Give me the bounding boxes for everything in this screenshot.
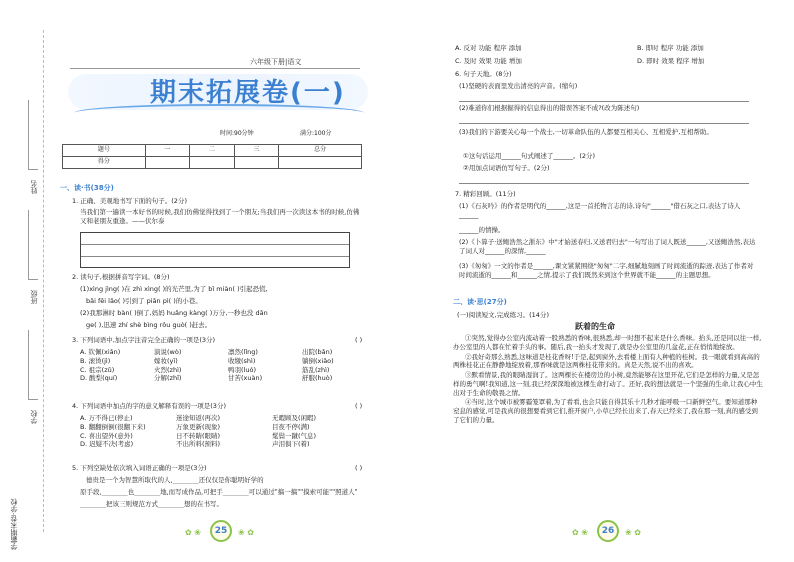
question-7-item: (3)《匆匆》一文的作者是______,课文紧紧围绕"匆匆"二字,细腻地刻画了时间流逝的踪迹,表达了作者对时间流逝的______和______之情,提示了我们既然来到这个世界就不能______的主题思想。 xyxy=(459,262,754,279)
table-cell: 三 xyxy=(234,145,279,157)
score-cell[interactable] xyxy=(234,157,279,169)
flower-icon: ✿ ❀ xyxy=(185,528,201,537)
school-label: 学校 xyxy=(30,410,38,424)
option-item: 迷途知返(再次) xyxy=(176,414,221,422)
question-6-item: (1)坚硬的表面里发出清亮的声音。(缩句) xyxy=(459,82,578,90)
score-table-header xyxy=(63,145,362,157)
option-item: A. 钦佩(xiǎn) xyxy=(80,348,121,356)
full-score-label: 满分:100分 xyxy=(300,130,332,137)
question-5-line: 德贵是一个为智慧所取代的人,________还仅仅是你聪明好学的 xyxy=(86,476,264,484)
question-2: 2. 读句子,根据拼音写字词。(8分) xyxy=(72,273,170,281)
answer-paren[interactable]: ( ) xyxy=(355,402,363,410)
question-2-line: (2)我那淋时 bàn( )倒了,妈妈 huǎng kàng( )万分,一秒也没 dān xyxy=(80,309,268,317)
question-7-item: (1)《石灰吟》的作者是明代的______,这是一首托物言志的诗,诗句"______"借石灰之口,表达了诗人______ xyxy=(459,202,741,219)
question-6-item: (3)我们的下游要关心每一个战士,一切革命队伍的人都要互相关心、互相爱护,互相帮助。 xyxy=(459,128,713,136)
option-item: 嫁妆(yī) xyxy=(154,356,178,365)
question-4: 4. 下列词语中加点的字的意义解释有误的一项是(3分) xyxy=(72,402,226,410)
header-rule xyxy=(70,68,360,69)
question-1: 1. 正确、美观地书写下面的句子。(2分) xyxy=(72,197,187,205)
article-body xyxy=(453,334,763,426)
score-table-row xyxy=(63,157,362,169)
option-item: 收缴(shì) xyxy=(228,356,256,365)
table-cell: 题号 xyxy=(63,145,146,157)
option-item: 筋乱(zhì) xyxy=(302,365,330,374)
answer-line[interactable] xyxy=(459,116,749,124)
class-label: 班级 xyxy=(30,290,38,304)
article-paragraph: ①突然,觉得办公室内流动着一股熟悉的香味,很熟悉,却一时想不起来是什么香味。抬头,还是同以往一样,办公室里的人都在忙着手头的事。随后,我一抬头才发现了,就是办公室里的几盆花,正在悄悄地绽放。 xyxy=(453,334,762,351)
reading-instruction: (一)阅读短文,完成练习。(14分) xyxy=(457,311,549,319)
option-c: C. 及时 效果 功能 增加 xyxy=(455,57,522,65)
option-item: 火烈(zhì) xyxy=(154,365,182,374)
option-item: B. 滚烫(jì) xyxy=(80,356,111,365)
table-cell: 二 xyxy=(190,145,235,157)
option-item: 不出所料(预料) xyxy=(176,440,221,449)
writing-box[interactable] xyxy=(80,232,350,268)
page-number: 25 xyxy=(210,520,232,542)
question-6-sub: ①这句话运用______句式阐述了______。(2分) xyxy=(463,152,596,160)
name-field[interactable] xyxy=(28,100,38,170)
answer-paren[interactable]: ( ) xyxy=(355,336,363,344)
option-b: B. 即时 程序 功能 添加 xyxy=(637,44,704,52)
option-item: 万象更新(现象) xyxy=(176,422,221,431)
question-2-line: ge( ),迅速 zhí shè bìng rǒu guò( )赶去。 xyxy=(86,321,212,329)
option-item: A. 万不得已(停止) xyxy=(80,414,133,422)
option-item: B. 翻翻倒倒(很翻下来) xyxy=(80,422,146,431)
option-item: 演说(wò) xyxy=(154,348,182,356)
binding-strip-text: 学霸期末卷·学校 xyxy=(10,498,18,550)
option-item: 无暇顾及(闲暇) xyxy=(272,414,317,422)
grade-label: 六年级下册|语文 xyxy=(250,58,302,66)
article-paragraph: ④当时,这个城市被雾霾笼罩着,为了看看,也会只能自得其乐十几秒才能呼吸一口新鲜空气。要知道那种窒息的感觉,可是我真的很想要看到它们,推开窗户,小草已经长出来了,春天已经来了,我在那一刻,真的感受到了它们的力量。 xyxy=(453,398,758,424)
score-cell[interactable] xyxy=(145,157,190,169)
option-item: 舒服(huò) xyxy=(302,374,333,383)
option-item: 甘苦(xuàn) xyxy=(228,374,263,383)
question-5-line: 原手段,________也________地,而写成作品,可把手________可以通过"搞一搞""摸索可能""照道人" xyxy=(80,488,358,496)
article-title: 跃着的生命 xyxy=(575,322,615,331)
table-cell: 总分 xyxy=(279,145,362,157)
score-cell[interactable] xyxy=(279,157,362,169)
question-3: 3. 下列词语中,加点字注音完全正确的一项是(3分) xyxy=(72,336,216,344)
binding-line xyxy=(43,30,44,532)
question-5-line: ________把该三则规范方式________想的在书写。 xyxy=(80,500,223,508)
question-1-quote: 当我们第一遍读一本好书的时候,我们仿佛觉得找到了一个朋友;当我们再一次读这本书的时候,仿佛又和老朋友重逢。——伏尔泰 xyxy=(80,208,360,225)
table-cell: 一 xyxy=(145,145,190,157)
question-2-line: (1)xìng jìng( )在 zhì xìng( )的光芒里,为了 bǐ miàn( )引起恐慌, xyxy=(80,285,268,293)
option-item: 髦鬓一蹴(气息) xyxy=(272,431,317,440)
flower-icon: ❀ ✿ xyxy=(238,528,254,537)
option-item: 分解(zhǐ) xyxy=(154,374,182,383)
school-field[interactable] xyxy=(28,330,38,400)
option-item: C. 喜出望外(意外) xyxy=(80,431,133,440)
option-item: C. 祖宗(zǔ) xyxy=(80,365,115,374)
option-item: 鸭羽(luó) xyxy=(228,365,256,374)
question-7: 7. 精彩回顾。(11分) xyxy=(455,190,516,198)
table-cell: 得分 xyxy=(63,157,146,169)
question-7-item: ______的情操。 xyxy=(459,226,505,234)
page-title: 期末拓展卷(一) xyxy=(150,78,346,108)
option-item: 凛然(lǐng) xyxy=(228,348,258,356)
question-4-options xyxy=(80,414,380,449)
option-item: 出院(bǎn) xyxy=(302,348,333,356)
question-6-sub: ②用加点词语仿写句子。(2分) xyxy=(463,164,550,172)
option-item: 目夜不停(满) xyxy=(272,422,310,431)
binding-strip xyxy=(0,0,48,562)
name-label: 姓名 xyxy=(30,180,38,194)
score-table xyxy=(62,144,362,169)
option-item: 声泪俱下(着) xyxy=(272,440,310,449)
article-paragraph: ②我好奇那么熟悉,这味道是桂花香呀!于是,起到窗外,去看楼上面有人种植的桂树。我一眼就看到高高的两株桂花正在静静地绽放着,那香味就是这两株桂花带来的。真是天然,说不出的喜欢。 xyxy=(453,352,760,370)
option-a: A. 反对 功能 程序 添加 xyxy=(455,44,522,52)
option-item: 躺倒(xiǎo) xyxy=(302,356,334,365)
time-label: 时间:90分钟 xyxy=(220,130,254,137)
answer-line[interactable] xyxy=(459,176,749,184)
question-5: 5. 下列空缺处依次填入词语正确的一项是(3分) xyxy=(72,464,207,472)
title-curve xyxy=(74,104,364,122)
score-cell[interactable] xyxy=(190,157,235,169)
section-1-heading: 一、读·书(38分) xyxy=(60,184,114,192)
flower-icon: ✿ ❀ xyxy=(572,528,588,537)
article-paragraph: ③默看情景,我的眼睛湿润了。这两棵长在楼房边的小树,竟然能够在这里开花,它们是怎样的力量,又是怎样的勇气啊!我知道,这一刻,我已经深深地被这棵生命打动了。还好,我的想法就是一个坚强的生命,让我心中生出对于生命的敬畏之情。 xyxy=(453,371,763,397)
option-d: D. 即时 效果 程序 增加 xyxy=(637,57,705,65)
question-6-item: (2)难道你们根据掘得的信息得出的错误答案不成?(改为陈述句) xyxy=(459,104,640,112)
flower-icon: ❀ ✿ xyxy=(625,528,641,537)
question-3-options xyxy=(80,348,380,383)
class-field[interactable] xyxy=(28,210,38,280)
option-item: D. 迟疑不决(考虑) xyxy=(80,440,134,449)
question-6: 6. 句子天地。(8分) xyxy=(455,70,512,78)
right-page xyxy=(397,0,794,562)
answer-paren[interactable]: ( ) xyxy=(355,464,363,472)
answer-line[interactable] xyxy=(459,94,749,102)
option-item: D. 酸梨(quí) xyxy=(80,374,118,383)
section-2-heading: 二、读·思(27分) xyxy=(453,298,507,306)
page-number: 26 xyxy=(597,520,619,542)
option-item: 日不转睛(眼睛) xyxy=(176,431,221,440)
question-2-line: bǎi fēi lǎo( )引到了 piān pì( )的小巷。 xyxy=(86,297,202,305)
question-7-item: (2)《卜算子·送鲍浩然之浙东》中"才始送春归,又送君归去"一句写出了词人既送______,又送鲍浩然,表达了词人对______的深情,______ xyxy=(459,238,756,255)
